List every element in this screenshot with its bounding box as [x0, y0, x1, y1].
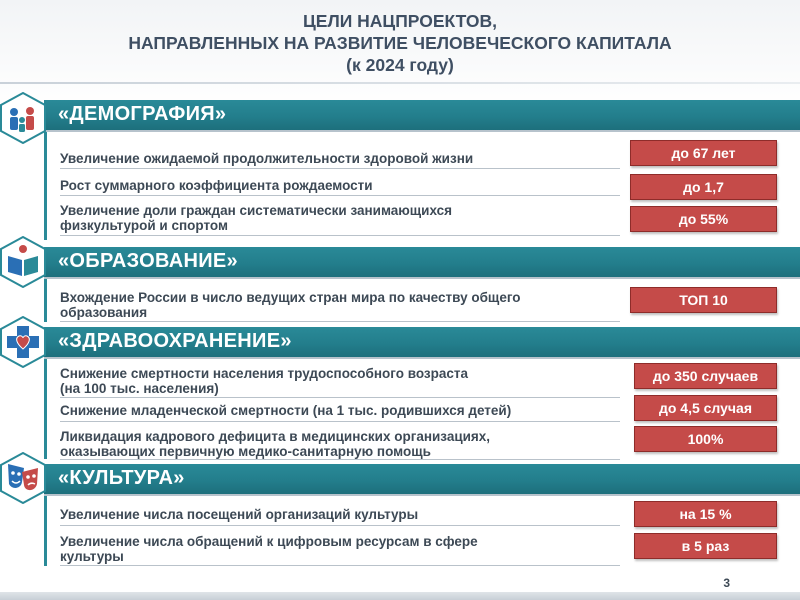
culture-item-1	[60, 507, 600, 522]
section-culture-bar	[44, 464, 800, 496]
row-divider	[60, 525, 620, 526]
section-demography-line	[44, 128, 47, 240]
section-health-title: «ЗДРАВООХРАНЕНИЕ»	[58, 330, 292, 352]
medical-heart-icon	[0, 316, 46, 368]
section-health-line	[44, 353, 47, 459]
row-divider	[60, 459, 620, 460]
demography-value-2: до 1,7	[630, 174, 777, 200]
demography-value-3: до 55%	[630, 206, 777, 232]
health-item-1	[60, 366, 600, 396]
book-icon	[0, 236, 46, 288]
health-value-3: 100%	[634, 426, 777, 452]
title-line-1: ЦЕЛИ НАЦПРОЕКТОВ,	[302, 11, 498, 31]
demography-item-2	[60, 178, 600, 193]
culture-value-2: в 5 раз	[634, 533, 777, 559]
culture-item-1-text: Увеличение числа посещений организаций культуры	[60, 507, 419, 522]
education-item-1-text-1: Вхождение России в число ведущих стран мира по качеству общего	[60, 290, 521, 305]
health-item-3-text-2: оказывающих первичную медико-санитарную помощь	[60, 444, 431, 459]
row-divider	[60, 421, 620, 422]
culture-item-2-text-2: культуры	[60, 549, 124, 564]
row-divider	[60, 168, 620, 169]
page-number: 3	[723, 576, 730, 590]
health-item-1-text-2: (на 100 тыс. населения)	[60, 381, 219, 396]
section-culture-title: «КУЛЬТУРА»	[58, 467, 185, 489]
demography-item-2-text: Рост суммарного коэффициента рождаемости	[60, 178, 373, 193]
section-health-bar	[44, 327, 800, 359]
health-value-1: до 350 случаев	[634, 363, 777, 389]
education-item-1-text-2: образования	[60, 305, 148, 320]
row-divider	[60, 565, 620, 566]
row-divider	[60, 397, 620, 398]
education-value-1: ТОП 10	[630, 287, 777, 313]
section-demography-bar	[44, 100, 800, 132]
demography-value-1: до 67 лет	[630, 140, 777, 166]
slide-title	[0, 10, 800, 76]
section-education-bar	[44, 247, 800, 279]
demography-item-3-text-2: физкультурой и спортом	[60, 218, 228, 233]
education-item-1	[60, 290, 600, 320]
title-divider	[0, 82, 800, 84]
health-item-2-text: Снижение младенческой смертности (на 1 тыс. родившихся детей)	[60, 403, 512, 418]
culture-value-1: на 15 %	[634, 501, 777, 527]
demography-item-3	[60, 203, 600, 233]
theatre-masks-icon	[0, 452, 46, 504]
family-icon	[0, 92, 46, 144]
demography-item-3-text-1: Увеличение доли граждан систематически занимающихся	[60, 203, 453, 218]
title-line-2: НАПРАВЛЕННЫХ НА РАЗВИТИЕ ЧЕЛОВЕЧЕСКОГО КАПИТАЛА	[128, 33, 672, 53]
health-item-1-text-1: Снижение смертности населения трудоспособного возраста	[60, 366, 468, 381]
health-item-3	[60, 429, 600, 459]
row-divider	[60, 195, 620, 196]
culture-item-2-text-1: Увеличение числа обращений к цифровым ресурсам в сфере	[60, 534, 478, 549]
row-divider	[60, 235, 620, 236]
row-divider	[60, 321, 620, 322]
health-item-2	[60, 403, 600, 418]
section-education-title: «ОБРАЗОВАНИЕ»	[58, 250, 238, 272]
demography-item-1-text: Увеличение ожидаемой продолжительности здоровой жизни	[60, 151, 474, 166]
culture-item-2	[60, 534, 600, 564]
health-value-2: до 4,5 случая	[634, 395, 777, 421]
section-demography-title: «ДЕМОГРАФИЯ»	[58, 103, 227, 125]
demography-item-1	[60, 151, 600, 166]
title-line-3: (к 2024 году)	[346, 55, 454, 75]
health-item-3-text-1: Ликвидация кадрового дефицита в медицинских организациях,	[60, 429, 491, 444]
footer-bar	[0, 592, 800, 600]
